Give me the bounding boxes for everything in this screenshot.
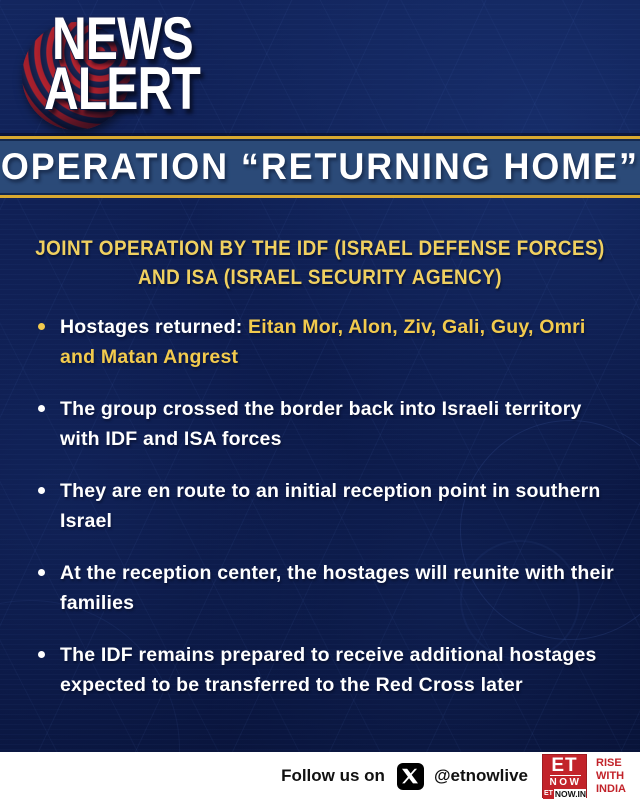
x-twitter-icon [397,763,424,790]
et-now-url-et: ET [543,790,553,797]
bullet-text: They are en route to an initial reception point in southern Israel [60,480,601,532]
bullet-text: At the reception center, the hostages will reunite with their families [60,562,614,614]
et-now-url-rest: NOW.IN [554,789,587,799]
footer-bar [0,752,640,800]
logo-line-alert: ALERT [44,55,200,122]
headline-band [0,136,640,198]
tagline-line-2: WITH [596,769,625,782]
list-item [38,312,616,372]
rise-with-india-tagline [590,752,640,800]
list-item [38,394,616,454]
bullet-dot [38,651,45,658]
social-handle: @etnowlive [433,766,528,785]
follow-us-label: Follow us on [281,766,385,785]
hostage-names: Eitan Mor, Alon, Ziv, Gali, Guy, Omri and Matan Angrest [60,316,586,368]
bullet-list [38,312,616,722]
bullet-dot [38,323,45,330]
bullet-dot [38,569,45,576]
list-item [38,476,616,536]
et-now-logo-now: NOW [549,777,582,788]
headline-title: OPERATION “RETURNING HOME” [1,146,639,187]
et-now-logo-et: ET [551,755,578,776]
bullet-prefix: Hostages returned: [60,316,249,338]
logo-line-news: NEWS [52,5,193,72]
et-now-logo [542,754,587,798]
bullet-text: The IDF remains prepared to receive additional hostages expected to be transferred to the Red Cross later [60,644,597,696]
bullet-text: The group crossed the border back into Israeli territory with IDF and ISA forces [60,398,582,450]
tagline-line-3: INDIA [596,782,626,795]
subheadline-line-2: AND ISA (ISRAEL SECURITY AGENCY) [137,266,503,289]
list-item [38,558,616,618]
subheadline-line-1: JOINT OPERATION BY THE IDF (ISRAEL DEFENSE FORCES) [35,237,605,260]
news-alert-logo [44,5,200,122]
subheadline [0,234,640,292]
bullet-text [60,312,616,372]
et-now-url [543,789,586,799]
tagline-line-1: RISE [596,756,622,769]
bullet-dot [38,487,45,494]
bullet-dot [38,405,45,412]
list-item [38,640,616,700]
